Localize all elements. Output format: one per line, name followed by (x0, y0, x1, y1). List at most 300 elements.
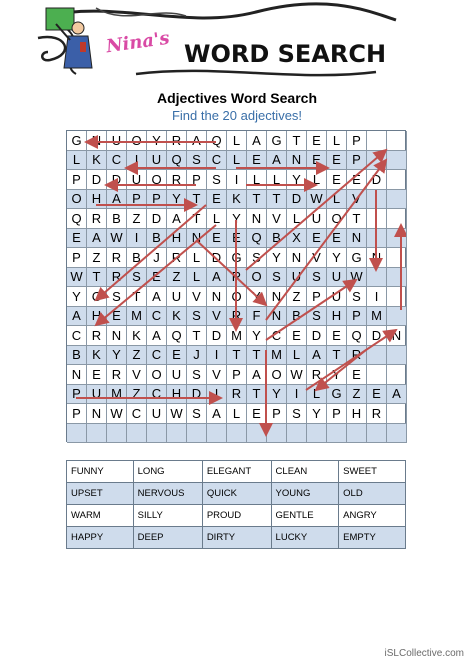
word-item: YOUNG (271, 483, 339, 505)
grid-cell: N (387, 326, 407, 346)
grid-cell: Y (227, 209, 247, 229)
grid-cell: Y (287, 170, 307, 190)
grid-cell: T (187, 209, 207, 229)
grid-cell (367, 268, 387, 288)
grid-cell: U (127, 170, 147, 190)
grid-cell: Q (247, 229, 267, 249)
letter-grid (66, 130, 406, 442)
grid-cell: D (147, 209, 167, 229)
grid-cell: C (87, 287, 107, 307)
grid-cell: U (87, 385, 107, 405)
grid-cell: I (127, 229, 147, 249)
grid-cell (87, 424, 107, 444)
word-item: LUCKY (271, 527, 339, 549)
word-row (67, 483, 406, 505)
grid-cell: P (67, 385, 87, 405)
grid-cell (227, 424, 247, 444)
grid-cell: L (307, 170, 327, 190)
grid-cell (107, 424, 127, 444)
grid-cell: E (307, 131, 327, 151)
grid-cell: T (87, 268, 107, 288)
grid-cell (67, 424, 87, 444)
grid-cell (267, 424, 287, 444)
grid-cell: V (207, 365, 227, 385)
grid-cell: P (147, 190, 167, 210)
grid-cell: E (247, 151, 267, 171)
grid-cell: L (327, 131, 347, 151)
grid-cell: D (367, 326, 387, 346)
grid-cell: C (267, 326, 287, 346)
word-item: SWEET (339, 461, 406, 483)
grid-cell: D (367, 170, 387, 190)
footer-watermark: iSLCollective.com (384, 648, 464, 659)
word-item: WARM (67, 505, 134, 527)
word-search-heading: WORD SEARCH (184, 40, 387, 68)
grid-cell: L (287, 346, 307, 366)
grid-cell: I (287, 385, 307, 405)
grid-cell: L (307, 385, 327, 405)
grid-cell: Z (127, 346, 147, 366)
grid-cell: Q (67, 209, 87, 229)
grid-cell: Y (247, 287, 267, 307)
grid-cell (367, 424, 387, 444)
grid-cell (367, 151, 387, 171)
word-item: DIRTY (202, 527, 271, 549)
grid-cell: A (387, 385, 407, 405)
grid-cell: G (67, 131, 87, 151)
page-subtitle: Find the 20 adjectives! (171, 108, 303, 123)
grid-cell (367, 365, 387, 385)
grid-cell: N (107, 326, 127, 346)
grid-cell: Z (127, 385, 147, 405)
grid-cell: O (267, 365, 287, 385)
grid-cell: S (307, 268, 327, 288)
grid-cell (347, 424, 367, 444)
grid-cell: E (207, 229, 227, 249)
grid-cell: D (187, 385, 207, 405)
grid-cell: M (107, 385, 127, 405)
grid-cell: O (327, 209, 347, 229)
page-title: Adjectives Word Search (156, 90, 318, 106)
grid-cell: R (87, 326, 107, 346)
grid-cell: Y (267, 385, 287, 405)
grid-cell: G (347, 248, 367, 268)
grid-cell: W (347, 268, 367, 288)
grid-cell: Z (287, 287, 307, 307)
word-item: NERVOUS (133, 483, 202, 505)
grid-cell: T (347, 209, 367, 229)
word-item: UPSET (67, 483, 134, 505)
grid-cell: I (207, 385, 227, 405)
grid-cell: B (267, 229, 287, 249)
grid-cell: K (87, 346, 107, 366)
grid-cell: S (287, 404, 307, 424)
grid-cell: T (247, 346, 267, 366)
grid-cell (187, 424, 207, 444)
grid-cell: U (147, 151, 167, 171)
grid-cell: E (367, 385, 387, 405)
grid-cell: M (367, 307, 387, 327)
grid-cell: C (127, 404, 147, 424)
grid-cell: C (107, 151, 127, 171)
worksheet-header (36, 2, 438, 82)
grid-cell: C (67, 326, 87, 346)
grid-cell (387, 404, 407, 424)
word-item: FUNNY (67, 461, 134, 483)
grid-cell: V (267, 209, 287, 229)
grid-cell: L (227, 151, 247, 171)
grid-cell: J (187, 346, 207, 366)
grid-cell: P (327, 404, 347, 424)
grid-cell: C (147, 307, 167, 327)
grid-cell (387, 287, 407, 307)
grid-cell: E (327, 151, 347, 171)
grid-cell (367, 346, 387, 366)
grid-cell: Y (327, 248, 347, 268)
grid-cell: E (347, 365, 367, 385)
grid-cell: U (327, 268, 347, 288)
grid-cell: S (307, 307, 327, 327)
grid-cell: Y (167, 190, 187, 210)
grid-cell: R (107, 365, 127, 385)
grid-cell: E (207, 190, 227, 210)
brand-name: Nina's (104, 27, 171, 58)
word-row (67, 527, 406, 549)
grid-cell: Y (267, 248, 287, 268)
grid-cell: L (267, 170, 287, 190)
grid-cell: R (227, 385, 247, 405)
grid-cell: G (327, 385, 347, 405)
grid-cell: R (227, 307, 247, 327)
grid-cell: N (207, 287, 227, 307)
grid-cell: H (167, 229, 187, 249)
grid-cell: A (207, 268, 227, 288)
word-item: ANGRY (339, 505, 406, 527)
grid-cell (367, 229, 387, 249)
grid-cell (387, 346, 407, 366)
grid-cell (387, 365, 407, 385)
grid-cell: E (327, 326, 347, 346)
grid-cell: Q (207, 131, 227, 151)
grid-cell: A (247, 365, 267, 385)
grid-cell: T (327, 346, 347, 366)
grid-cell: A (267, 151, 287, 171)
grid-cell: P (347, 307, 367, 327)
grid-cell: M (267, 346, 287, 366)
grid-cell: Z (167, 268, 187, 288)
word-item: SILLY (133, 505, 202, 527)
grid-cell: Z (87, 248, 107, 268)
grid-cell: E (327, 229, 347, 249)
grid-cell: L (187, 248, 207, 268)
grid-cell: U (287, 268, 307, 288)
grid-cell: D (87, 170, 107, 190)
grid-cell: C (207, 151, 227, 171)
word-item: ELEGANT (202, 461, 271, 483)
grid-cell: L (227, 131, 247, 151)
grid-cell: O (147, 170, 167, 190)
grid-cell: R (167, 248, 187, 268)
grid-cell: B (287, 307, 307, 327)
grid-cell: O (147, 365, 167, 385)
grid-cell: O (67, 190, 87, 210)
word-item: EMPTY (339, 527, 406, 549)
grid-cell: E (227, 229, 247, 249)
grid-cell: H (87, 307, 107, 327)
grid-cell: L (227, 404, 247, 424)
grid-cell: R (87, 209, 107, 229)
word-item: LONG (133, 461, 202, 483)
grid-cell: T (187, 190, 207, 210)
grid-cell: P (67, 170, 87, 190)
grid-cell: W (67, 268, 87, 288)
grid-cell (387, 248, 407, 268)
grid-cell: E (247, 404, 267, 424)
grid-cell: C (147, 385, 167, 405)
grid-cell: G (267, 131, 287, 151)
grid-cell: Q (167, 326, 187, 346)
grid-cell: S (187, 365, 207, 385)
grid-cell (387, 190, 407, 210)
grid-cell: K (87, 151, 107, 171)
grid-cell: H (347, 404, 367, 424)
grid-cell: S (247, 248, 267, 268)
grid-cell: W (107, 404, 127, 424)
grid-cell: V (347, 190, 367, 210)
grid-cell: A (307, 346, 327, 366)
grid-cell: Z (127, 209, 147, 229)
grid-cell: Q (347, 326, 367, 346)
word-list (66, 460, 406, 549)
grid-cell: I (127, 151, 147, 171)
grid-cell: P (267, 404, 287, 424)
grid-cell: D (287, 190, 307, 210)
grid-cell: A (147, 287, 167, 307)
grid-cell: V (187, 287, 207, 307)
grid-cell: T (127, 287, 147, 307)
grid-cell (327, 424, 347, 444)
grid-cell: T (247, 190, 267, 210)
grid-cell: C (147, 346, 167, 366)
grid-cell: H (167, 385, 187, 405)
grid-cell: E (67, 229, 87, 249)
grid-cell (207, 424, 227, 444)
grid-cell (367, 190, 387, 210)
grid-cell: B (147, 229, 167, 249)
grid-cell: K (127, 326, 147, 346)
grid-cell (387, 131, 407, 151)
grid-cell (127, 424, 147, 444)
grid-cell (147, 424, 167, 444)
grid-cell: N (287, 151, 307, 171)
grid-cell: S (187, 307, 207, 327)
grid-cell: N (187, 229, 207, 249)
grid-cell: P (187, 170, 207, 190)
grid-cell: S (127, 268, 147, 288)
grid-cell: A (187, 131, 207, 151)
grid-cell: R (167, 131, 187, 151)
grid-cell: Y (147, 131, 167, 151)
grid-cell: L (207, 209, 227, 229)
grid-cell: T (187, 326, 207, 346)
grid-cell: Y (307, 404, 327, 424)
grid-cell (367, 131, 387, 151)
grid-cell: S (187, 404, 207, 424)
grid-cell: Y (247, 326, 267, 346)
grid-cell: E (327, 170, 347, 190)
grid-cell: S (107, 287, 127, 307)
grid-cell: X (287, 229, 307, 249)
grid-cell (387, 268, 407, 288)
grid-cell: S (267, 268, 287, 288)
word-row (67, 505, 406, 527)
teacher-illustration-icon (36, 2, 96, 72)
word-item: PROUD (202, 505, 271, 527)
grid-cell: P (227, 365, 247, 385)
grid-cell: U (167, 287, 187, 307)
grid-cell (387, 307, 407, 327)
grid-cell: U (107, 131, 127, 151)
grid-cell: Y (67, 287, 87, 307)
grid-cell: E (147, 268, 167, 288)
grid-cell (387, 151, 407, 171)
grid-cell: V (307, 248, 327, 268)
grid-cell: D (207, 326, 227, 346)
grid-cell (387, 170, 407, 190)
grid-cell: G (227, 248, 247, 268)
grid-cell: R (347, 346, 367, 366)
grid-cell: T (247, 385, 267, 405)
word-item: OLD (339, 483, 406, 505)
grid-cell: U (147, 404, 167, 424)
grid-cell: E (307, 151, 327, 171)
grid-cell: D (307, 326, 327, 346)
grid-cell (367, 209, 387, 229)
grid-cell: U (167, 365, 187, 385)
word-row (67, 461, 406, 483)
grid-cell: K (167, 307, 187, 327)
grid-cell: N (247, 209, 267, 229)
grid-cell: T (227, 346, 247, 366)
grid-cell (387, 424, 407, 444)
grid-cell: L (187, 268, 207, 288)
grid-cell: D (107, 170, 127, 190)
grid-cell: T (287, 131, 307, 151)
grid-cell: N (267, 287, 287, 307)
grid-cell: D (207, 248, 227, 268)
grid-cell: B (127, 248, 147, 268)
grid-cell: A (107, 190, 127, 210)
grid-cell: E (167, 346, 187, 366)
grid-cell (167, 424, 187, 444)
grid-cell: I (367, 287, 387, 307)
grid-cell: W (167, 404, 187, 424)
grid-cell: B (67, 346, 87, 366)
grid-cell: R (167, 170, 187, 190)
grid-cell: N (267, 307, 287, 327)
grid-cell: Y (107, 346, 127, 366)
grid-cell: P (347, 151, 367, 171)
grid-cell: N (347, 229, 367, 249)
grid-cell: W (307, 190, 327, 210)
grid-cell: R (107, 268, 127, 288)
grid-cell: E (107, 307, 127, 327)
grid-cell: Z (347, 385, 367, 405)
word-item: CLEAN (271, 461, 339, 483)
grid-cell: Q (167, 151, 187, 171)
word-item: GENTLE (271, 505, 339, 527)
grid-cell: M (227, 326, 247, 346)
grid-cell: U (327, 287, 347, 307)
grid-cell: A (247, 131, 267, 151)
grid-cell: A (147, 326, 167, 346)
grid-cell: P (67, 404, 87, 424)
grid-cell: K (227, 190, 247, 210)
grid-cell: R (227, 268, 247, 288)
grid-cell: E (287, 326, 307, 346)
grid-cell: A (87, 229, 107, 249)
grid-cell: P (127, 190, 147, 210)
grid-cell: O (227, 287, 247, 307)
grid-cell: N (87, 131, 107, 151)
grid-cell: L (327, 190, 347, 210)
word-item: QUICK (202, 483, 271, 505)
grid-cell: E (347, 170, 367, 190)
grid-cell: N (87, 404, 107, 424)
grid-cell: J (147, 248, 167, 268)
grid-cell (387, 229, 407, 249)
grid-cell: O (127, 131, 147, 151)
grid-cell: I (227, 170, 247, 190)
grid-cell: U (307, 209, 327, 229)
grid-cell: R (367, 404, 387, 424)
grid-cell: B (107, 209, 127, 229)
grid-cell: E (87, 365, 107, 385)
grid-cell: R (307, 365, 327, 385)
grid-cell: F (247, 307, 267, 327)
grid-cell: H (87, 190, 107, 210)
grid-cell: V (127, 365, 147, 385)
grid-cell: O (247, 268, 267, 288)
word-item: HAPPY (67, 527, 134, 549)
grid-cell: A (207, 404, 227, 424)
grid-cell (387, 209, 407, 229)
grid-cell: N (367, 248, 387, 268)
grid-cell: M (127, 307, 147, 327)
grid-cell (287, 424, 307, 444)
grid-cell: S (347, 287, 367, 307)
grid-cell: N (67, 365, 87, 385)
grid-cell: V (207, 307, 227, 327)
grid-cell: L (287, 209, 307, 229)
grid-cell: T (267, 190, 287, 210)
grid-cell: S (187, 151, 207, 171)
grid-cell: L (247, 170, 267, 190)
grid-cell: I (207, 346, 227, 366)
grid-cell (247, 424, 267, 444)
grid-cell: R (107, 248, 127, 268)
grid-cell (307, 424, 327, 444)
grid-cell: P (347, 131, 367, 151)
grid-cell: P (67, 248, 87, 268)
grid-cell: W (287, 365, 307, 385)
grid-cell: N (287, 248, 307, 268)
grid-cell: W (107, 229, 127, 249)
grid-cell: Y (327, 365, 347, 385)
word-item: DEEP (133, 527, 202, 549)
grid-cell: H (327, 307, 347, 327)
grid-cell: E (307, 229, 327, 249)
